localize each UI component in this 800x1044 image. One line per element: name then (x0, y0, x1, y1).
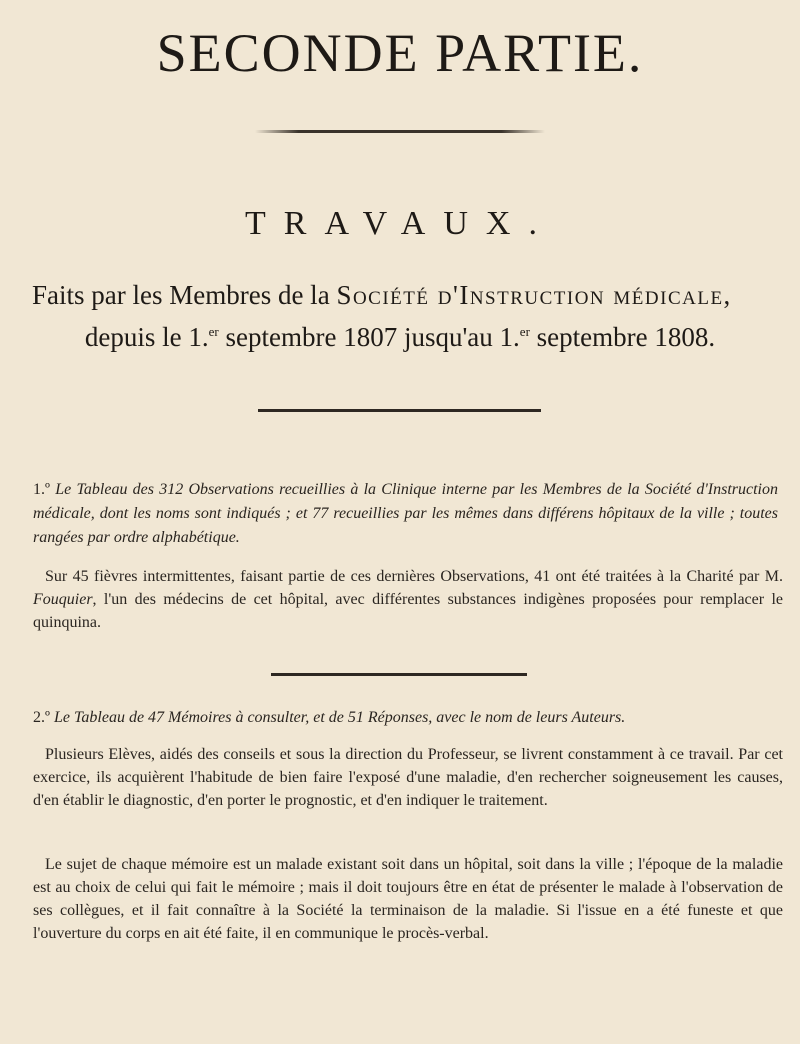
item-2-paragraph-1: Plusieurs Elèves, aidés des conseils et sous la direction du Professeur, se livrent constamment à ce travail. Par cet exercice, ils acquièrent l'habitude de bien faire l'exposé d'une maladie, d'en rechercher soigneusement les causes, d'en établir le diagnostic, d'en porter le prognostic, et d'en indiquer le traitement. (33, 746, 783, 809)
divider-rule-2 (271, 673, 527, 676)
physician-name: Fouquier (33, 591, 93, 608)
subtitle-prefix: Faits par les Membres de la (32, 280, 337, 310)
item-1-heading (33, 478, 778, 550)
decorative-rule-top (255, 130, 545, 133)
item-1-number: 1.º (33, 481, 50, 498)
item-1-paragraph-a: Sur 45 fièvres intermittentes, faisant partie de ces dernières Observations, 41 ont été traitées à la Charité par M. (45, 568, 783, 585)
item-2-heading (33, 706, 778, 730)
society-name: Société d'Instruction médicale, (336, 280, 732, 310)
date-text-b: septembre 1807 jusqu'au 1. (218, 322, 520, 352)
item-2-heading-text: Le Tableau de 47 Mémoires à consulter, et de 51 Réponses, avec le nom de leurs Auteurs. (53, 709, 626, 726)
item-1-paragraph (33, 565, 783, 634)
subtitle-line-1 (32, 280, 782, 311)
divider-rule-1 (258, 409, 541, 412)
item-2-number: 2.º (33, 709, 50, 726)
date-text-c: septembre 1808. (529, 322, 716, 352)
item-2-paragraph-2: Le sujet de chaque mémoire est un malade existant soit dans un hôpital, soit dans la ville ; l'époque de la maladie est au choix de celui qui fait le mémoire ; mais il doit toujours être en état de présenter le malade à l'observation de ses collègues, et il fait connaître à la Société la terminaison de la maladie. Si l'issue en a été funeste et que l'ouverture du corps en ait été faite, il en communique le procès-verbal. (33, 856, 783, 942)
date-sup-a: er (208, 324, 219, 339)
item-1-paragraph-b: , l'un des médecins de cet hôpital, avec différentes substances indigènes proposées pour remplacer le quinquina. (33, 591, 783, 631)
section-title: TRAVAUX. (245, 205, 555, 242)
date-sup-b: er (519, 324, 530, 339)
subtitle-line-2 (0, 322, 800, 353)
item-1-heading-text: Le Tableau des 312 Observations recueillies à la Clinique interne par les Membres de la Société d'Instruction médicale, dont les noms sont indiqués ; et 77 recueillies par les mêmes dans différens hôpitaux de la ville ; toutes rangées par ordre alphabétique. (33, 481, 778, 546)
part-title: SECONDE PARTIE. (156, 23, 644, 83)
date-text-a: depuis le 1. (84, 322, 209, 352)
